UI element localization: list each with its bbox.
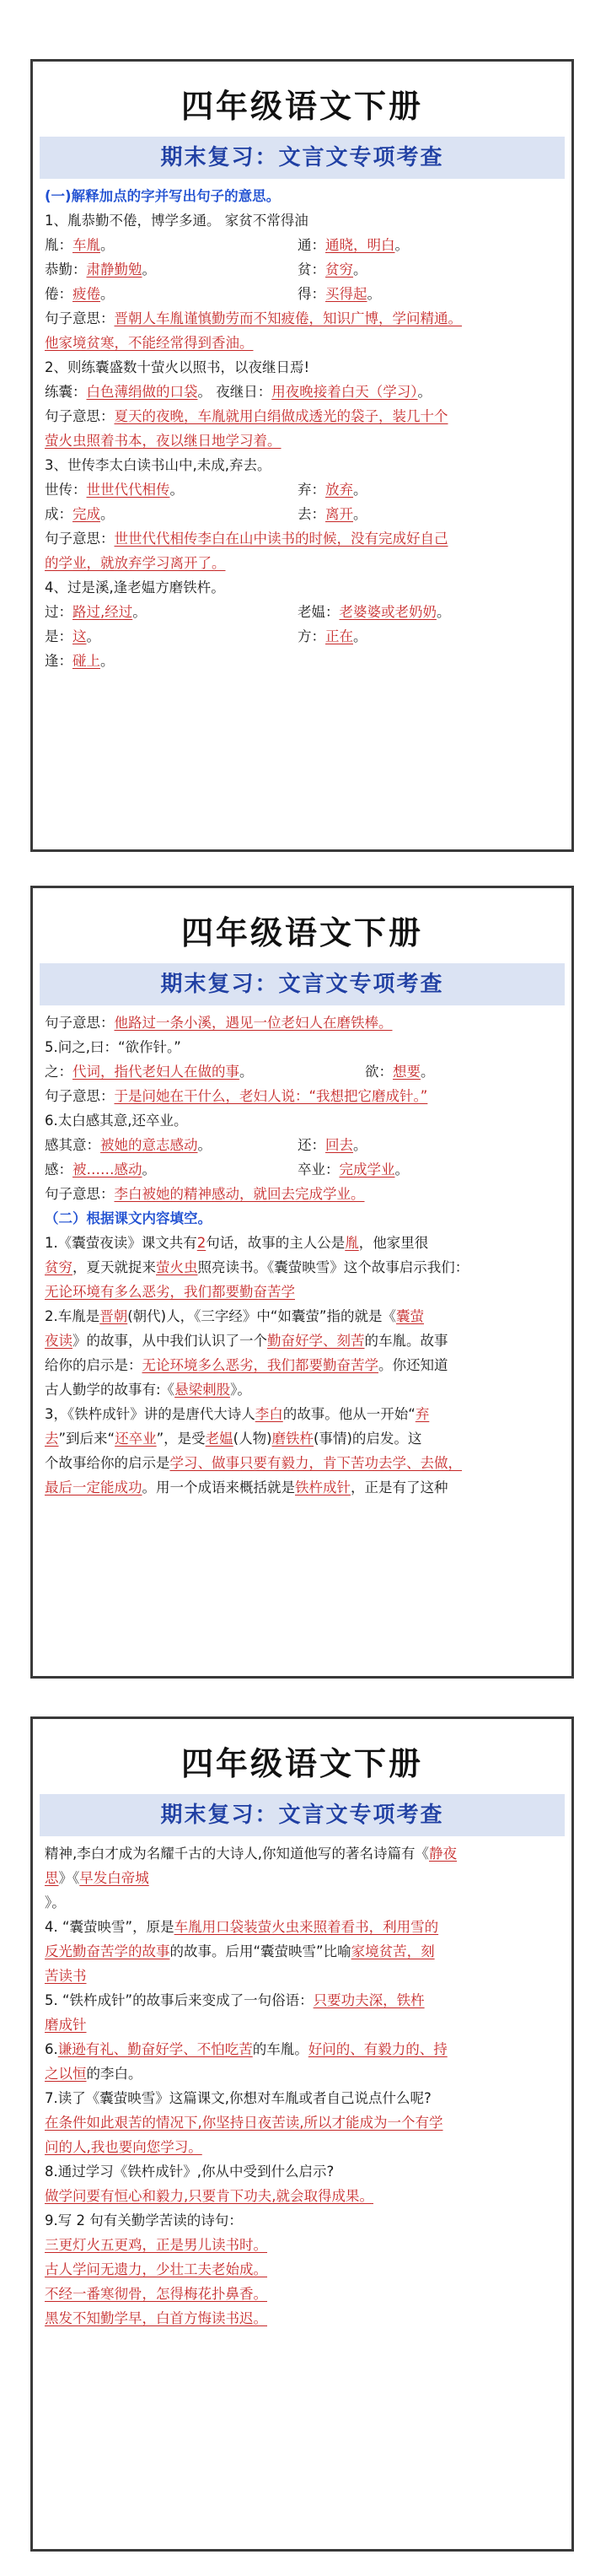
word-label: 过： [45,604,72,620]
sentence-label: 句子意思： [45,408,115,424]
answer-text: 代词，指代老妇人在做的事 [72,1064,239,1080]
answer-text: 放弃 [325,482,353,498]
fill-text: 5. “铁杵成针”的故事后来变成了一句俗语： [45,1992,314,2008]
word-label: 贫： [298,261,325,278]
page-subtitle: 期末复习：文言文专项考查 [40,137,565,179]
fill-answer: 贫穷 [45,1259,72,1275]
fill-text: 的故事。他从一开始“ [282,1406,416,1422]
sentence-label: 句子意思： [45,531,115,547]
fill-text: 。你还知道 [378,1357,448,1373]
fill-text: 古人勤学的故事有:《 [45,1382,175,1398]
fill-answer: 学习、做事只要有毅力，肯下苦功去学、去做， [169,1455,462,1471]
page-title: 四年级语文下册 [180,913,423,951]
poem-line: 黑发不知勤学早，白首方悔读书迟。 [45,2310,267,2326]
page-content [33,1005,571,1512]
answer-row: 恭勤：肃静勤勉。 贫：贫穷。 [45,261,367,278]
fill-text: 》《 [58,1870,80,1886]
question-text: 3、世传李太白读书山中,未成,弃去。 [45,457,271,473]
answer-row: 是：这。 方：正在。 [45,628,367,644]
fill-answer: 悬梁刺股 [174,1382,231,1398]
sentence-meaning: 的学业，就放弃学习离开了。 [45,555,226,571]
fill-answer: 车胤用口袋装萤火虫来照着看书，利用雪的 [174,1919,439,1935]
answer-text: 被……感动 [72,1161,142,1178]
fill-answer: 无论环境多么恶劣，我们都要勤奋苦学 [142,1357,378,1373]
sentence-meaning: 他路过一条小溪，遇见一位老妇人在磨铁棒。 [114,1015,393,1031]
word-label: 之： [45,1064,72,1080]
answer-text: 通晓，明白 [325,237,395,253]
sentence-meaning: 于是问她在干什么，老妇人说：“我想把它磨成针。” [114,1088,428,1104]
fill-text: (朝代)人，《三字经》中“如囊萤”指的就是《 [127,1308,396,1324]
fill-text: 4. “囊萤映雪”，原是 [45,1919,174,1935]
answer-text: 贫穷 [325,261,353,278]
poem-line: 不经一番寒彻骨，怎得梅花扑鼻香。 [45,2286,267,2302]
word-label: 方： [298,628,325,644]
sentence-label: 句子意思： [45,1015,115,1031]
worksheet-page-2 [30,886,574,1679]
word-label: 夜继日： [216,384,272,400]
fill-text: 1.《囊萤夜读》课文共有 [45,1235,197,1251]
word-label: 练囊： [45,384,87,400]
answer-text: 老婆婆或老奶奶 [339,604,437,620]
answer-text: 正在 [325,628,353,644]
fill-answer: 老媪 [205,1431,233,1447]
fill-answer: 静夜 [429,1846,457,1862]
fill-text: 句话，故事的主人公是 [206,1235,346,1251]
word-label: 得： [298,286,325,302]
fill-answer: 思 [45,1870,59,1886]
fill-answer: 无论环境有多么恶劣，我们都要勤奋苦学 [45,1284,295,1300]
fill-text: (人物) [233,1431,272,1447]
word-label: 还： [298,1137,325,1153]
sentence-meaning: 李白被她的精神感动，就回去完成学业。 [114,1186,365,1202]
fill-answer: 反光勤奋苦学的故事 [45,1943,170,1959]
fill-answer: 谦逊有礼、勤奋好学、不怕吃苦 [57,2041,253,2057]
fill-text: 的故事。后用“囊萤映雪”比喻 [169,1943,351,1959]
fill-answer: 勤奋好学、刻苦 [267,1333,365,1349]
question-text: 8.通过学习《铁杵成针》,你从中受到什么启示? [45,2164,335,2180]
word-label: 胤： [45,237,72,253]
section-heading: (一)解释加点的字并写出句子的意思。 [45,188,281,204]
fill-answer: 萤火虫 [156,1259,198,1275]
word-label: 逢： [45,653,72,669]
fill-text: 》。 [45,1894,66,1910]
sentence-label: 句子意思： [45,1088,115,1104]
fill-text: 个故事给你的启示是 [45,1455,170,1471]
answer-text: 离开 [325,506,353,522]
word-label: 感其意： [45,1137,100,1153]
fill-answer: 磨成针 [45,2017,87,2033]
answer-text: 想要 [393,1064,421,1080]
fill-text: ，夏天就捉来 [72,1259,156,1275]
fill-text: 。用一个成语来概括就是 [142,1479,295,1495]
fill-answer: 做学问要有恒心和毅力,只要肯下功夫,就会取得成果。 [45,2188,373,2204]
sentence-label: 句子意思： [45,310,115,326]
fill-text: ”，是受 [156,1431,206,1447]
page-title: 四年级语文下册 [180,1744,423,1782]
fill-text: (事情)的启发。这 [314,1431,422,1447]
sentence-meaning: 晋朝人车胤谨慎勤劳而不知疲倦，知识广博，学问精通。 [114,310,462,326]
answer-row: 之：代词，指代老妇人在做的事。 欲：想要。 [45,1064,435,1080]
fill-text: ”到后来“ [58,1431,115,1447]
word-label: 弃： [298,482,325,498]
answer-text: 疲倦 [72,286,100,302]
fill-text: 2.车胤是 [45,1308,100,1324]
sentence-meaning: 夏天的夜晚，车胤就用白绢做成透光的袋子，装几十个 [114,408,448,424]
fill-answer: 最后一定能成功 [45,1479,142,1495]
fill-text: ，正是有了这种 [351,1479,448,1495]
word-label: 欲： [365,1064,393,1080]
word-label: 感： [45,1161,72,1178]
fill-answer: 苦读书 [45,1968,87,1984]
fill-answer: 李白 [255,1406,283,1422]
answer-text: 世世代代相传 [86,482,170,498]
answer-text: 被她的意志感动 [100,1137,198,1153]
fill-text: 的车胤。故事 [364,1333,448,1349]
sentence-label: 句子意思： [45,1186,115,1202]
answer-text: 回去 [325,1137,353,1153]
fill-answer: 弃 [415,1406,430,1422]
fill-answer: 早发白帝城 [79,1870,149,1886]
fill-text: 的李白。 [86,2066,142,2082]
answer-text: 用夜晚接着白天（学习） [271,384,418,400]
answer-row: 世传：世世代代相传。 弃：放弃。 [45,482,367,498]
fill-answer: 家境贫苦，刻 [351,1943,435,1959]
answer-text: 完成学业 [339,1161,395,1178]
fill-answer: 夜读 [45,1333,72,1349]
worksheet-page-1 [30,59,574,852]
fill-text: 》的故事，从中我们认识了一个 [72,1333,267,1349]
poem-line: 三更灯火五更鸡，正是男儿读书时。 [45,2237,267,2253]
fill-answer: 去 [45,1431,59,1447]
answer-row: 胤：车胤。 通：通晓，明白。 [45,237,409,253]
fill-answer: 还卒业 [115,1431,157,1447]
answer-text: 这 [72,628,87,644]
answer-row: 感其意：被她的意志感动。 还：回去。 [45,1137,367,1153]
fill-answer: 在条件如此艰苦的情况下,你坚持日夜苦读,所以才能成为一个有学 [45,2115,443,2131]
fill-answer: 铁杵成针 [295,1479,351,1495]
answer-text: 白色薄绢做的口袋 [86,384,198,400]
fill-answer: 2 [196,1235,206,1251]
fill-answer: 问的人,我也要向您学习。 [45,2139,202,2155]
word-label: 老媪： [298,604,340,620]
fill-text: 精神,李白才成为名耀千古的大诗人,你知道他写的著名诗篇有《 [45,1846,429,1862]
fill-text: 》。 [230,1382,251,1398]
question-text: 4、过是溪,逢老媪方磨铁杵。 [45,579,225,595]
question-text: 2、则练囊盛数十萤火以照书，以夜继日焉! [45,359,310,375]
fill-answer: 囊萤 [395,1308,424,1324]
fill-text: ，他家里很 [358,1235,429,1251]
answer-text: 碰上 [72,653,100,669]
sentence-meaning: 世世代代相传李白在山中读书的时候，没有完成好自己 [114,531,448,547]
page-title: 四年级语文下册 [180,87,423,125]
answer-text: 路过,经过 [72,604,133,620]
word-label: 倦： [45,286,72,302]
question-text: 6.太白感其意,还卒业。 [45,1113,188,1129]
page-subtitle: 期末复习：文言文专项考查 [40,963,565,1005]
fill-answer: 胤 [345,1235,359,1251]
fill-answer: 之以恒 [45,2066,87,2082]
fill-text: 照亮读书。《囊萤映雪》这个故事启示我们： [197,1259,469,1275]
answer-text: 车胤 [72,237,100,253]
fill-text: 3，《铁杵成针》讲的是唐代大诗人 [45,1406,255,1422]
poem-line: 古人学问无遗力，少壮工夫老始成。 [45,2261,267,2277]
question-text: 5.问之,曰：“欲作针。” [45,1039,181,1055]
worksheet-page-3 [30,1716,574,2552]
fill-text: 给你的启示是： [45,1357,142,1373]
word-label: 恭勤： [45,261,87,278]
fill-answer: 磨铁杵 [271,1431,314,1447]
question-text: 9.写 2 句有关勤学苦读的诗句： [45,2212,243,2228]
answer-row: 过：路过,经过。 老媪：老婆婆或老奶奶。 [45,604,451,620]
fill-answer: 好问的、有毅力的、持 [308,2041,448,2057]
section-heading: （二）根据课文内容填空。 [45,1210,212,1226]
fill-answer: 只要功夫深，铁杵 [313,1992,425,2008]
page-subtitle: 期末复习：文言文专项考查 [40,1794,565,1836]
answer-text: 买得起 [325,286,367,302]
word-label: 世传： [45,482,87,498]
fill-text: 的车胤。 [252,2041,308,2057]
question-text: 7.读了《囊萤映雪》这篇课文,你想对车胤或者自己说点什么呢? [45,2090,432,2106]
fill-answer: 晋朝 [99,1308,128,1324]
answer-row: 成：完成。 去：离开。 [45,506,367,522]
word-label: 成： [45,506,72,522]
sentence-meaning: 萤火虫照着书本，夜以继日地学习着。 [45,433,282,449]
answer-row: 倦：疲倦。 得：买得起。 [45,286,381,302]
word-label: 去： [298,506,325,522]
fill-text: 6. [45,2041,58,2057]
page-content: (一)解释加点的字并写出句子的意思。 1、胤恭勤不倦，博学多通。 家贫不常得油 胤：车胤。 通：通晓，明白。 恭勤：肃静勤勉。 贫：贫穷。 倦：疲倦。 得：买得起。 句子意思：晋朝人车胤谨慎勤劳而不知疲倦，知识广博，学问精通。 他家境贫寒，不能经常得到香油。 2、则练囊盛数十萤火以照书，以夜继日焉! 练囊：白色薄绢做的口袋。 夜继日：用夜晚接着白天（学习）。 句子意思：夏天的夜晚，车胤就用白绢做成透光的袋子，装几十个 萤火虫照着书本，夜以继日地学习着。 3、世传李太白读书山中,未成,弃去。 世传：世世代代相传。 弃：放弃。 成：完成。 去：离开。 句子意思：世世代代相传李白在山中读书的时候，没有完成好自己 的学业，就放弃学习离开了。 4、过是溪,逢老媪方磨铁杵。 过：路过,经过。 老媪：老婆婆或老奶奶。 是：这。 方：正在。 逢：碰上。 [33,179,571,685]
answer-row: 感：被……感动。 卒业：完成学业。 [45,1161,409,1178]
word-label: 卒业： [298,1161,340,1178]
answer-text: 完成 [72,506,100,522]
sentence-meaning: 他家境贫寒，不能经常得到香油。 [45,335,254,351]
word-label: 是： [45,628,72,644]
answer-text: 肃静勤勉 [86,261,142,278]
question-text: 1、胤恭勤不倦，博学多通。 家贫不常得油 [45,213,308,229]
word-label: 通： [298,237,325,253]
page-content [33,1836,571,2342]
